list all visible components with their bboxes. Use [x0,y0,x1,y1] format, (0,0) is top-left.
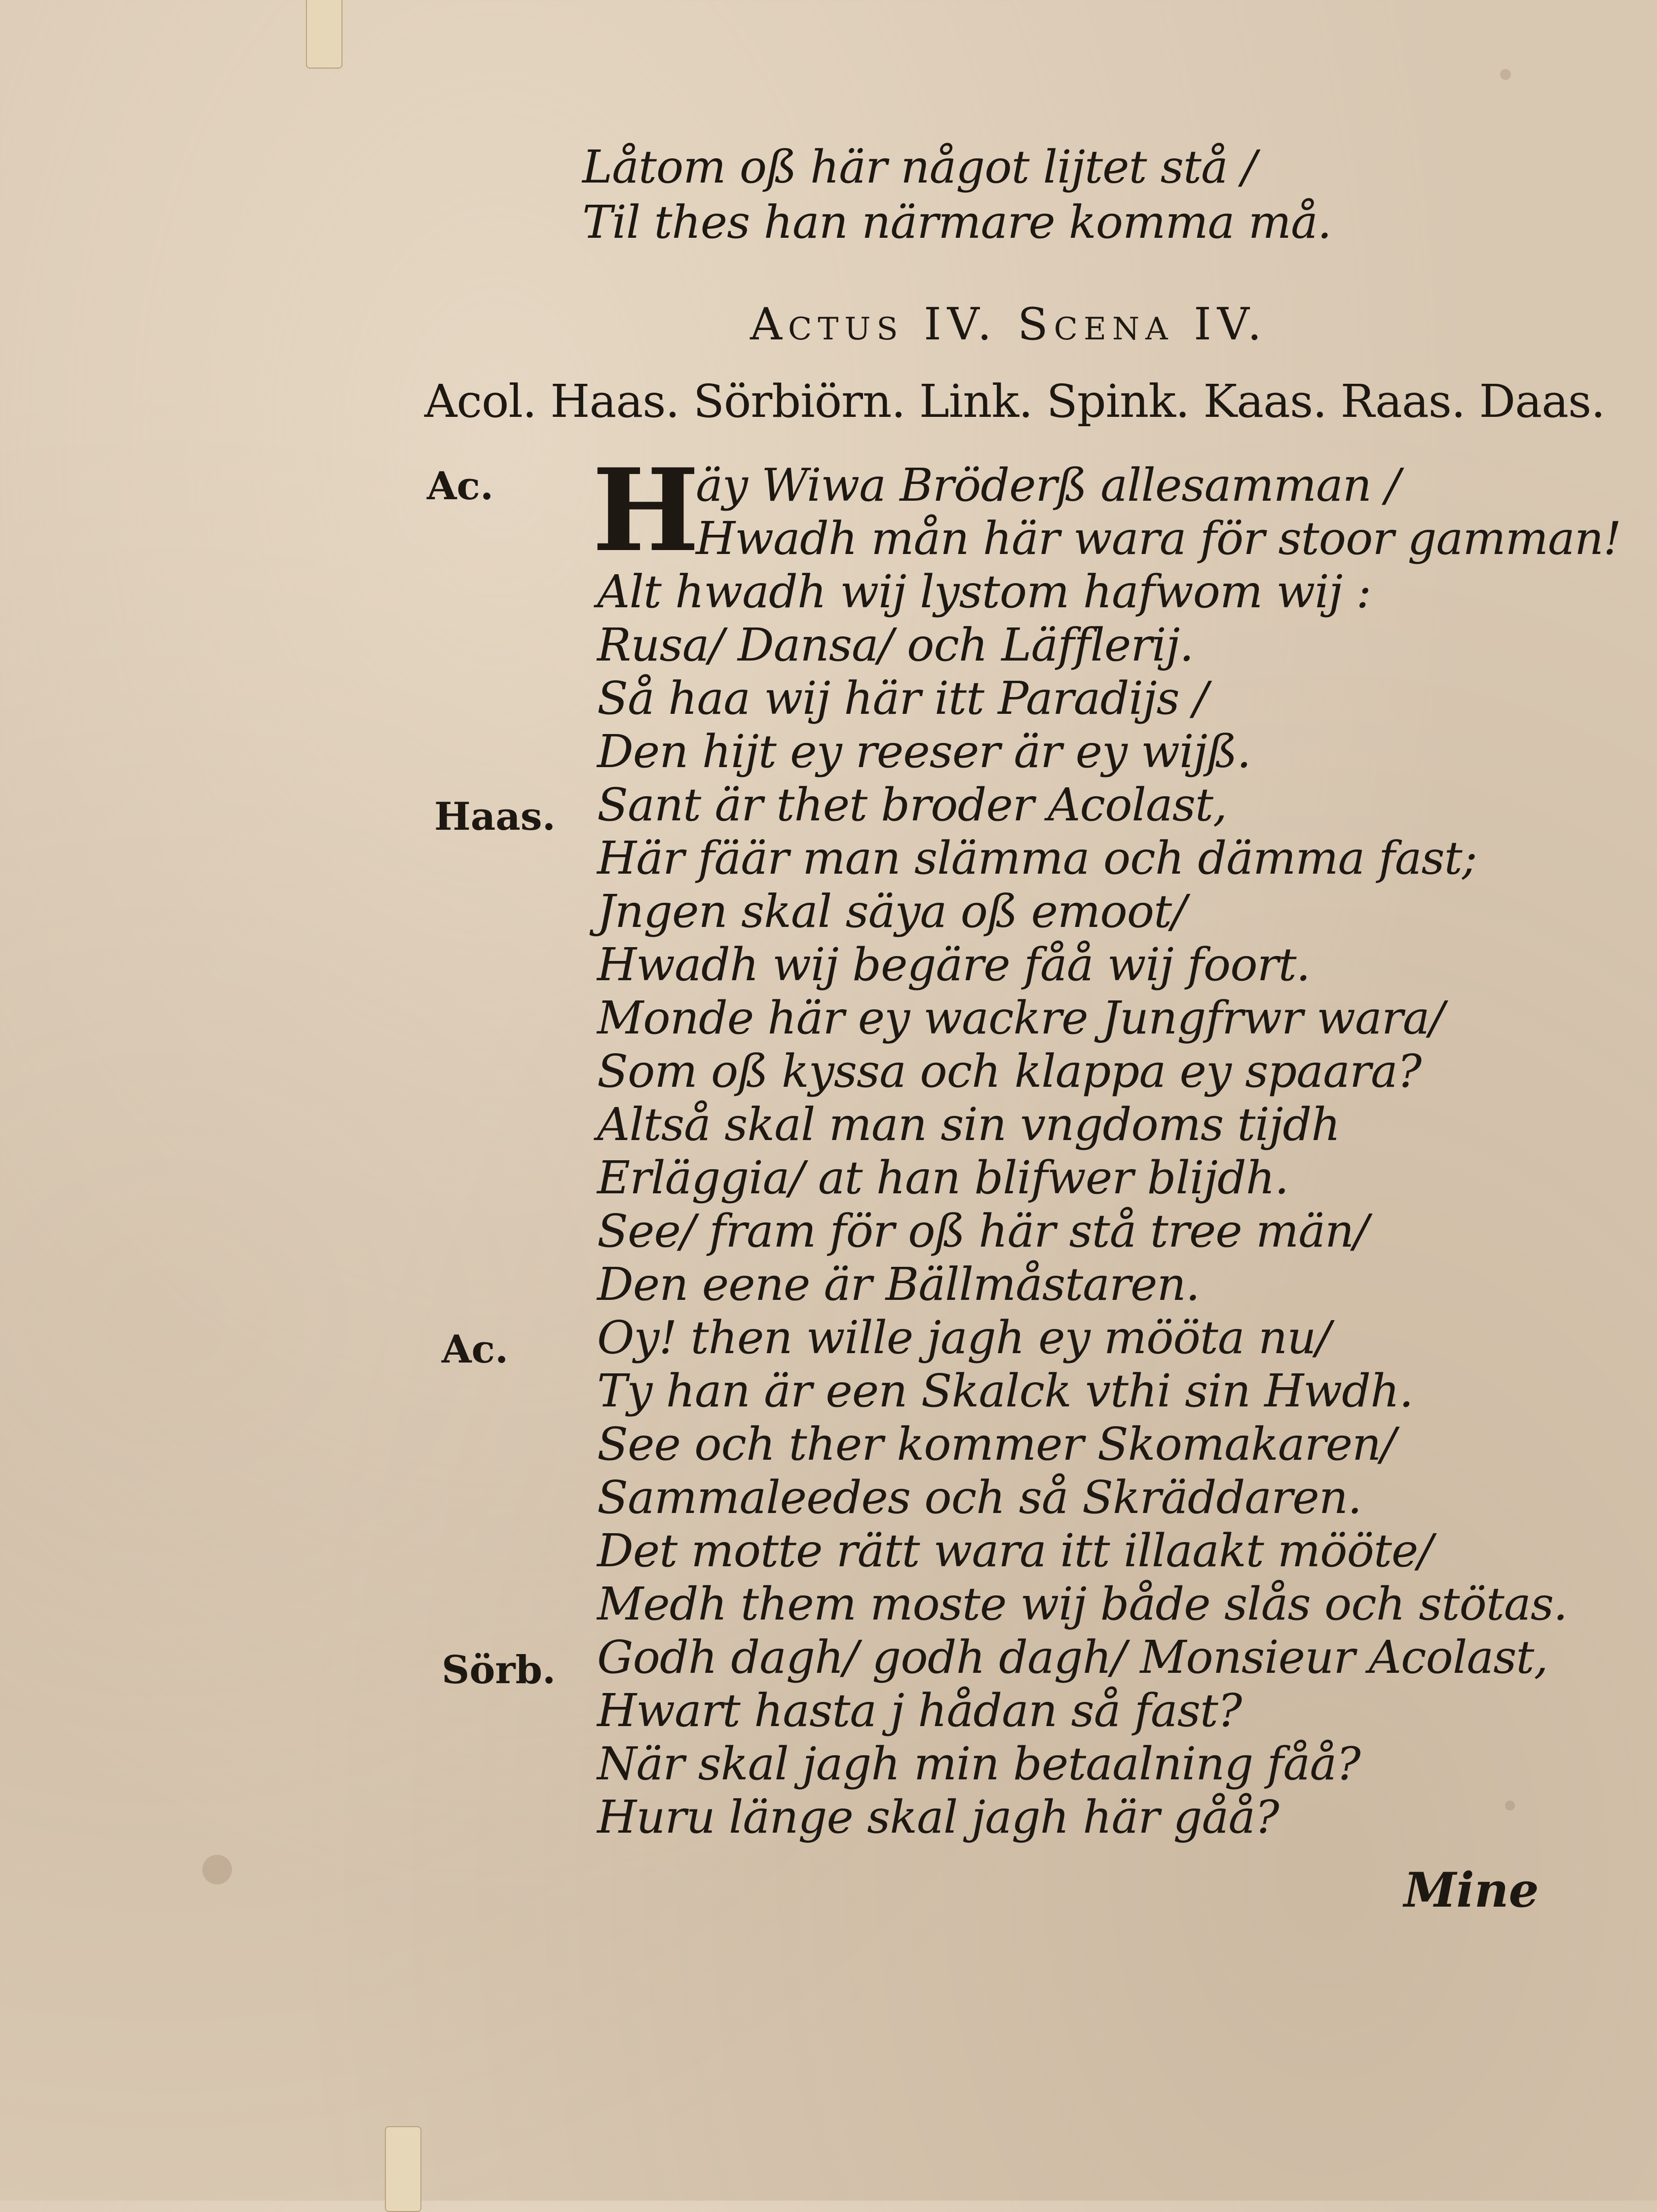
verse-line: Den eene är Bällmåstaren. [597,1258,1200,1311]
verse-line: Det motte rätt wara itt illaakt mööte/ [597,1524,1433,1577]
verse-line: Den hijt ey reeser är ey wijß. [597,725,1251,778]
dialogue-verse [597,459,1621,1889]
speaker-label: Sörb. [442,1648,556,1693]
drop-cap: H [592,444,700,577]
verse-line: Medh them moste wij både slås och stötas. [597,1578,1568,1630]
intro-verse [582,141,1332,259]
binding-tab-bottom [385,2126,421,2212]
catchword: Mine [1404,1862,1539,1918]
verse-line: När skal jagh min betaalning fåå? [597,1737,1360,1790]
verse-line: Ty han är een Skalck vthi sin Hwdh. [597,1364,1413,1417]
verse-line: Erläggia/ at han blifwer blijdh. [597,1151,1289,1204]
paper-stain [1500,69,1511,80]
verse-line: See och ther kommer Skomakaren/ [597,1418,1396,1471]
verse-line: Oy! then wille jagh ey mööta nu/ [597,1311,1331,1364]
verse-line: Rusa/ Dansa/ och Läfflerij. [597,619,1194,671]
verse-line: Godh dagh/ godh dagh/ Monsieur Acolast, [597,1631,1548,1684]
act-scene-heading: Actus IV. Scena IV. [750,298,1268,350]
speaker-label: Ac. [427,464,494,509]
verse-line: Huru länge skal jagh här gåå? [597,1791,1279,1843]
verse-line: Hwart hasta j hådan så fast? [597,1684,1242,1737]
verse-line: Jngen skal säya oß emoot/ [597,885,1187,938]
verse-line: Hwadh wij begäre fåå wij foort. [597,938,1310,991]
verse-line: See/ fram för oß här stå tree män/ [597,1205,1369,1257]
verse-line: Så haa wij här itt Paradijs / [597,672,1208,725]
intro-line: Låtom oß här något lijtet stå / [582,141,1257,193]
verse-line: Hwadh mån här wara för stoor gamman! [696,512,1621,565]
paper-stain [202,1855,232,1884]
verse-line: Altså skal man sin vngdoms tijdh [597,1098,1340,1151]
cast-list: Acol. Haas. Sörbiörn. Link. Spink. Kaas. Raas. Daas. [424,375,1605,428]
verse-line: Som oß kyssa och klappa ey spaara? [597,1045,1422,1098]
verse-line: Sant är thet broder Acolast, [597,778,1227,831]
verse-line: Sammaleedes och så Skräddaren. [597,1471,1362,1524]
verse-line: Här fäär man slämma och dämma fast; [597,832,1477,885]
verse-line: Alt hwadh wij lystom hafwom wij : [597,565,1371,618]
speaker-label: Ac. [442,1327,509,1372]
verse-line: äy Wiwa Bröderß allesamman / [696,459,1400,512]
binding-tab-top [306,0,342,69]
speaker-label: Haas. [434,794,556,839]
intro-line: Til thes han närmare komma må. [582,196,1332,249]
verse-line: Monde här ey wackre Jungfrwr wara/ [597,992,1444,1044]
